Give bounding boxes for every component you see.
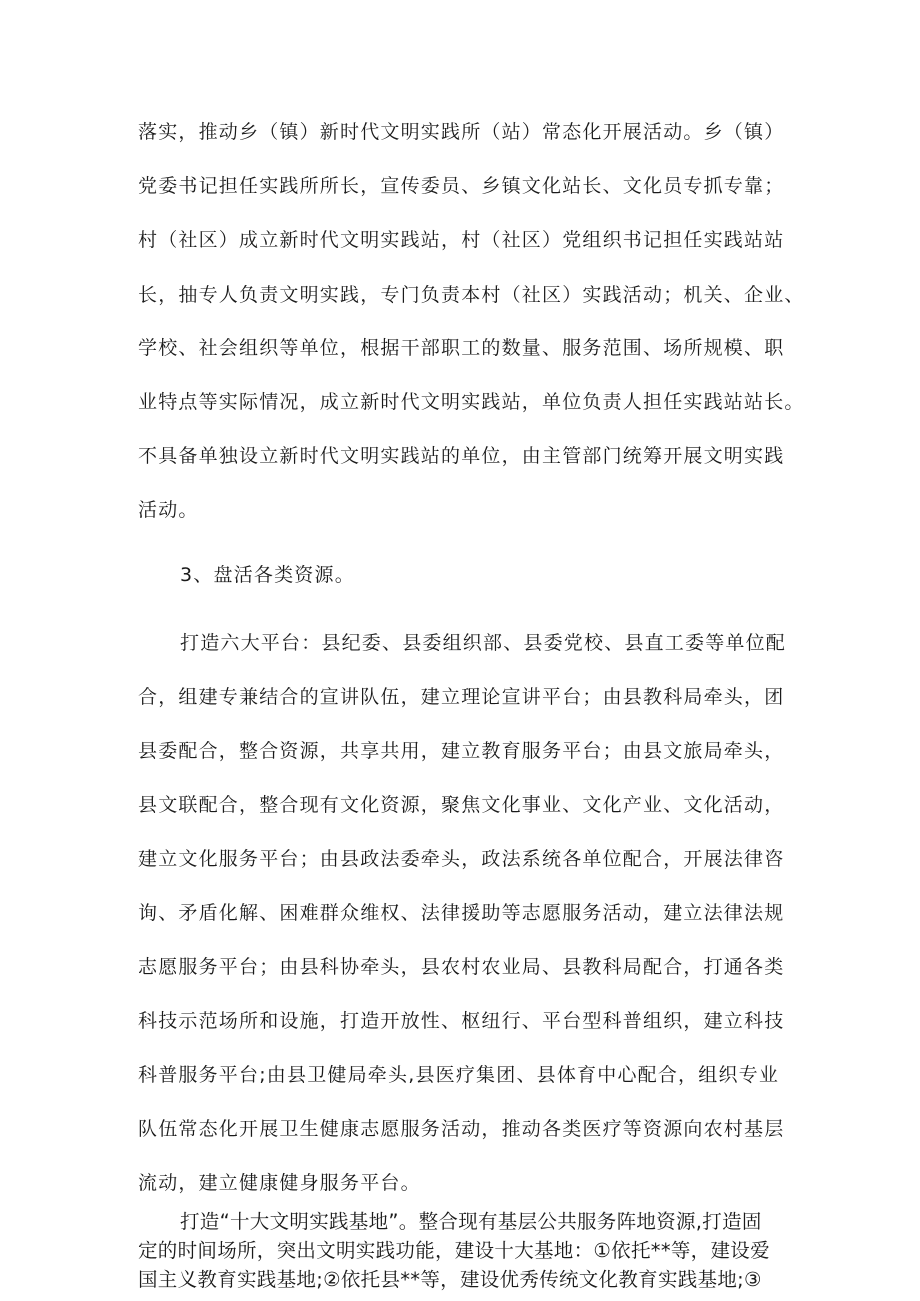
text-line: 定的时间场所，突出文明实践功能，建设十大基地：①依托**等，建设爱 [138, 1239, 770, 1262]
section-heading: 3、盘活各类资源。 [180, 564, 355, 586]
text-line: 业特点等实际情况，成立新时代文明实践站，单位负责人担任实践站站长。 [138, 391, 805, 413]
text-line: 县委配合，整合资源，共享共用，建立教育服务平台；由县文旅局牵头， [138, 740, 785, 762]
text-line: 队伍常态化开展卫生健康志愿服务活动，推动各类医疗等资源向农村基层 [138, 1118, 785, 1140]
text-line: 国主义教育实践基地;②依托县**等，建设优秀传统文化教育实践基地;③ [138, 1268, 762, 1291]
text-line: 建立文化服务平台；由县政法委牵头，政法系统各单位配合，开展法律咨 [138, 848, 785, 870]
text-line: 科普服务平台;由县卫健局牵头,县医疗集团、县体育中心配合，组织专业 [138, 1064, 780, 1086]
text-line: 询、矛盾化解、困难群众维权、法律援助等志愿服务活动，建立法律法规 [138, 902, 785, 924]
text-line: 活动。 [138, 499, 199, 521]
text-line: 学校、社会组织等单位，根据干部职工的数量、服务范围、场所规模、职 [138, 337, 785, 359]
text-line: 科技示范场所和设施，打造开放性、枢纽行、平台型科普组织，建立科技 [138, 1010, 785, 1032]
text-line: 村（社区）成立新时代文明实践站，村（社区）党组织书记担任实践站站 [138, 229, 785, 251]
text-line: 县文联配合，整合现有文化资源，聚焦文化事业、文化产业、文化活动， [138, 794, 785, 816]
text-line: 落实，推动乡（镇）新时代文明实践所（站）常态化开展活动。乡（镇） [138, 121, 785, 143]
text-line: 党委书记担任实践所所长，宣传委员、乡镇文化站长、文化员专抓专靠； [138, 175, 785, 197]
text-line: 志愿服务平台；由县科协牵头，县农村农业局、县教科局配合，打通各类 [138, 956, 785, 978]
text-line: 合，组建专兼结合的宣讲队伍，建立理论宣讲平台；由县教科局牵头，团 [138, 686, 785, 708]
text-line: 流动，建立健康健身服务平台。 [138, 1172, 421, 1194]
text-line: 打造六大平台：县纪委、县委组织部、县委党校、县直工委等单位配 [180, 632, 787, 654]
text-line: 打造“十大文明实践基地”。整合现有基层公共服务阵地资源,打造固 [180, 1210, 762, 1233]
text-line: 长，抽专人负责文明实践，专门负责本村（社区）实践活动；机关、企业、 [138, 284, 805, 306]
text-line: 不具备单独设立新时代文明实践站的单位，由主管部门统筹开展文明实践 [138, 445, 785, 467]
